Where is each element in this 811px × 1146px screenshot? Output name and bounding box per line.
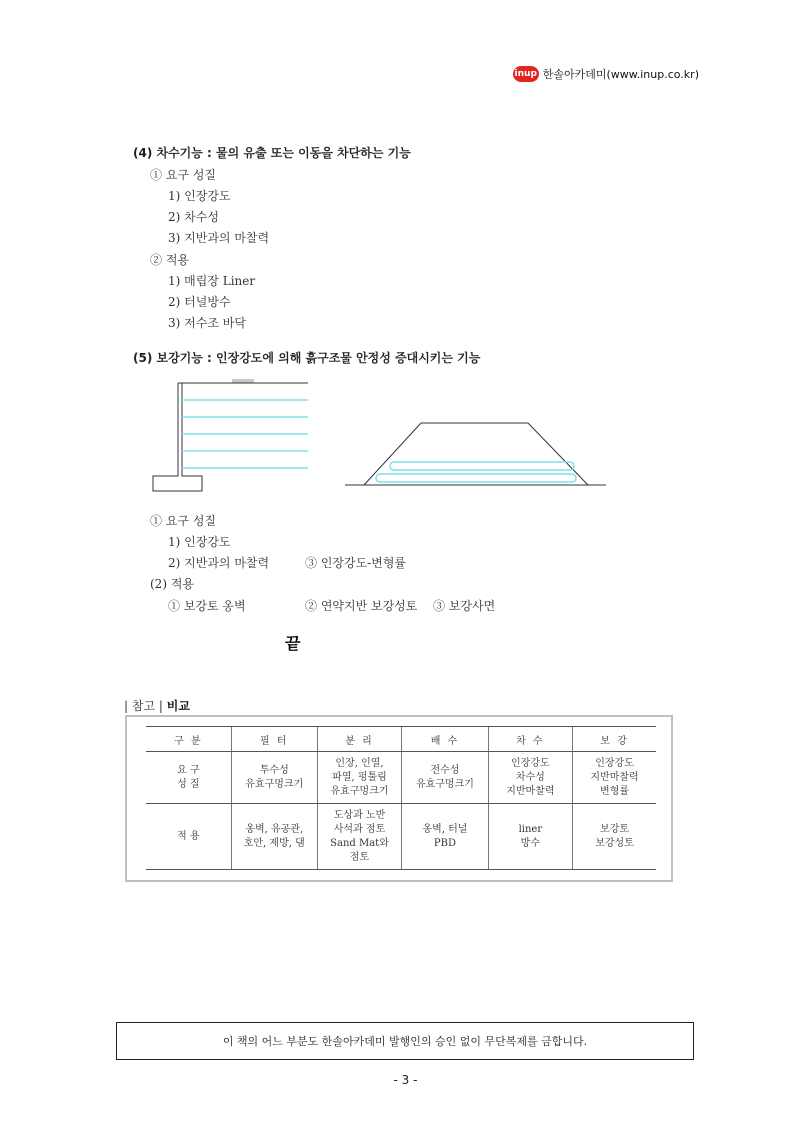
cell-line: 보강토 [600,823,630,835]
cell-line: 보강성토 [595,837,634,849]
cell-line: PBD [433,837,456,849]
section-4-app-item: 3) 저수조 바닥 [168,316,246,330]
section-4-req-item: 3) 지반과의 마찰력 [168,231,270,245]
section-5-app-item: ③ 보강사면 [433,599,496,613]
section-4-app-item: 2) 터널방수 [168,295,231,309]
cell-line: 옹벽, 유공관, [245,823,304,835]
table-cell [317,752,402,804]
table-row [146,752,656,804]
section-4-req-item: 1) 인장강도 [168,189,231,203]
cell-line: 유효구멍크기 [330,785,389,797]
section-5-title: (5) 보강기능 : 인장강도에 의해 흙구조물 안정성 증대시키는 기능 [133,351,481,365]
reinforced-embankment-figure [345,423,606,485]
page-number: - 3 - [393,1073,418,1087]
section-5-app-heading: (2) 적용 [150,577,194,591]
table-cell [231,752,317,804]
wall-body [153,383,202,491]
cell-line: 인장강도 [595,757,634,769]
section-4-app-item: 1) 매립장 Liner [168,274,256,288]
copyright-notice [116,1022,694,1060]
table-cell [488,752,572,804]
cell-line: 성 질 [177,778,200,790]
section-4-title: (4) 차수기능 : 물의 유출 또는 이동을 차단하는 기능 [133,146,411,160]
section-4-req-item: 2) 차수성 [168,210,219,224]
table-header: 배 수 [402,727,488,752]
comparison-table [146,726,656,870]
section-5-req-item: 2) 지반과의 마찰력 [168,556,270,570]
table-cell [402,804,488,870]
table-header: 분 리 [317,727,402,752]
cell-line: 투수성 [259,764,289,776]
table-cell [402,752,488,804]
cell-line: 요 구 [177,764,200,776]
cell-line: 사석과 점토 [333,823,386,835]
table-cell [573,804,656,870]
table-cell [573,752,656,804]
table-cell [488,804,572,870]
end-mark: 끝 [285,634,301,653]
cell-line: 전수성 [430,764,460,776]
cell-line: 파열, 펑툴림 [332,771,387,783]
section-4-app-heading: ② 적용 [150,253,189,267]
cell-line: 인장강도 [511,757,550,769]
reference-title: 비교 [166,699,190,713]
cell-line: 변형률 [600,785,630,797]
table-header: 차 수 [488,727,572,752]
table-header: 구 분 [146,727,231,752]
table-cell [146,752,231,804]
cell-line: 지반마찰력 [506,785,555,797]
table-row [146,804,656,870]
cell-line: 지반마찰력 [590,771,639,783]
section-5-req-item: 1) 인장강도 [168,535,231,549]
embankment-geotextile [376,474,576,482]
section-4-req-heading: ① 요구 성질 [150,168,216,182]
section-5-req-heading: ① 요구 성질 [150,514,216,528]
cell-line: Sand Mat와 [330,837,389,849]
cell-line: 호안, 제방, 댐 [243,837,305,849]
cell-line: 유효구멍크기 [245,778,304,790]
section-5-app-item: ② 연약지반 보강성토 [305,599,418,613]
cell-line: 차수성 [515,771,545,783]
reinforced-wall-figure [153,379,308,491]
backfill-surface [232,379,254,383]
cell-line: 도상과 노반 [333,809,386,821]
comparison-table-box [125,715,673,882]
cell-line: 방수 [520,837,540,849]
table-cell [146,804,231,870]
table-header: 필 터 [231,727,317,752]
reference-prefix: | 참고 | [124,699,163,713]
inup-logo: inup [513,66,539,82]
reference-label [124,697,190,714]
cell-line: 유효구멍크기 [415,778,474,790]
cell-line: 인장, 인열, [335,757,384,769]
academy-name: 한솔아카데미(www.inup.co.kr) [542,68,699,81]
table-header: 보 강 [573,727,656,752]
reinforcement-diagrams [140,375,620,505]
copyright-text: 이 책의 어느 부분도 한솔아카데미 발행인의 승인 없이 무단복제를 금합니다. [222,1035,588,1048]
page-header [513,66,699,82]
cell-line: 점토 [349,851,370,863]
table-cell [317,804,402,870]
embankment-outline [364,423,588,485]
section-5-req-item: ③ 인장강도-변형률 [305,556,407,570]
embankment-geotextile [390,462,574,470]
table-cell [231,804,317,870]
table-header-row [146,727,656,752]
cell-line: 적 용 [177,830,200,842]
section-5-app-item: ① 보강토 옹벽 [168,599,246,613]
cell-line: liner [518,823,543,835]
cell-line: 옹벽, 터널 [422,823,468,835]
